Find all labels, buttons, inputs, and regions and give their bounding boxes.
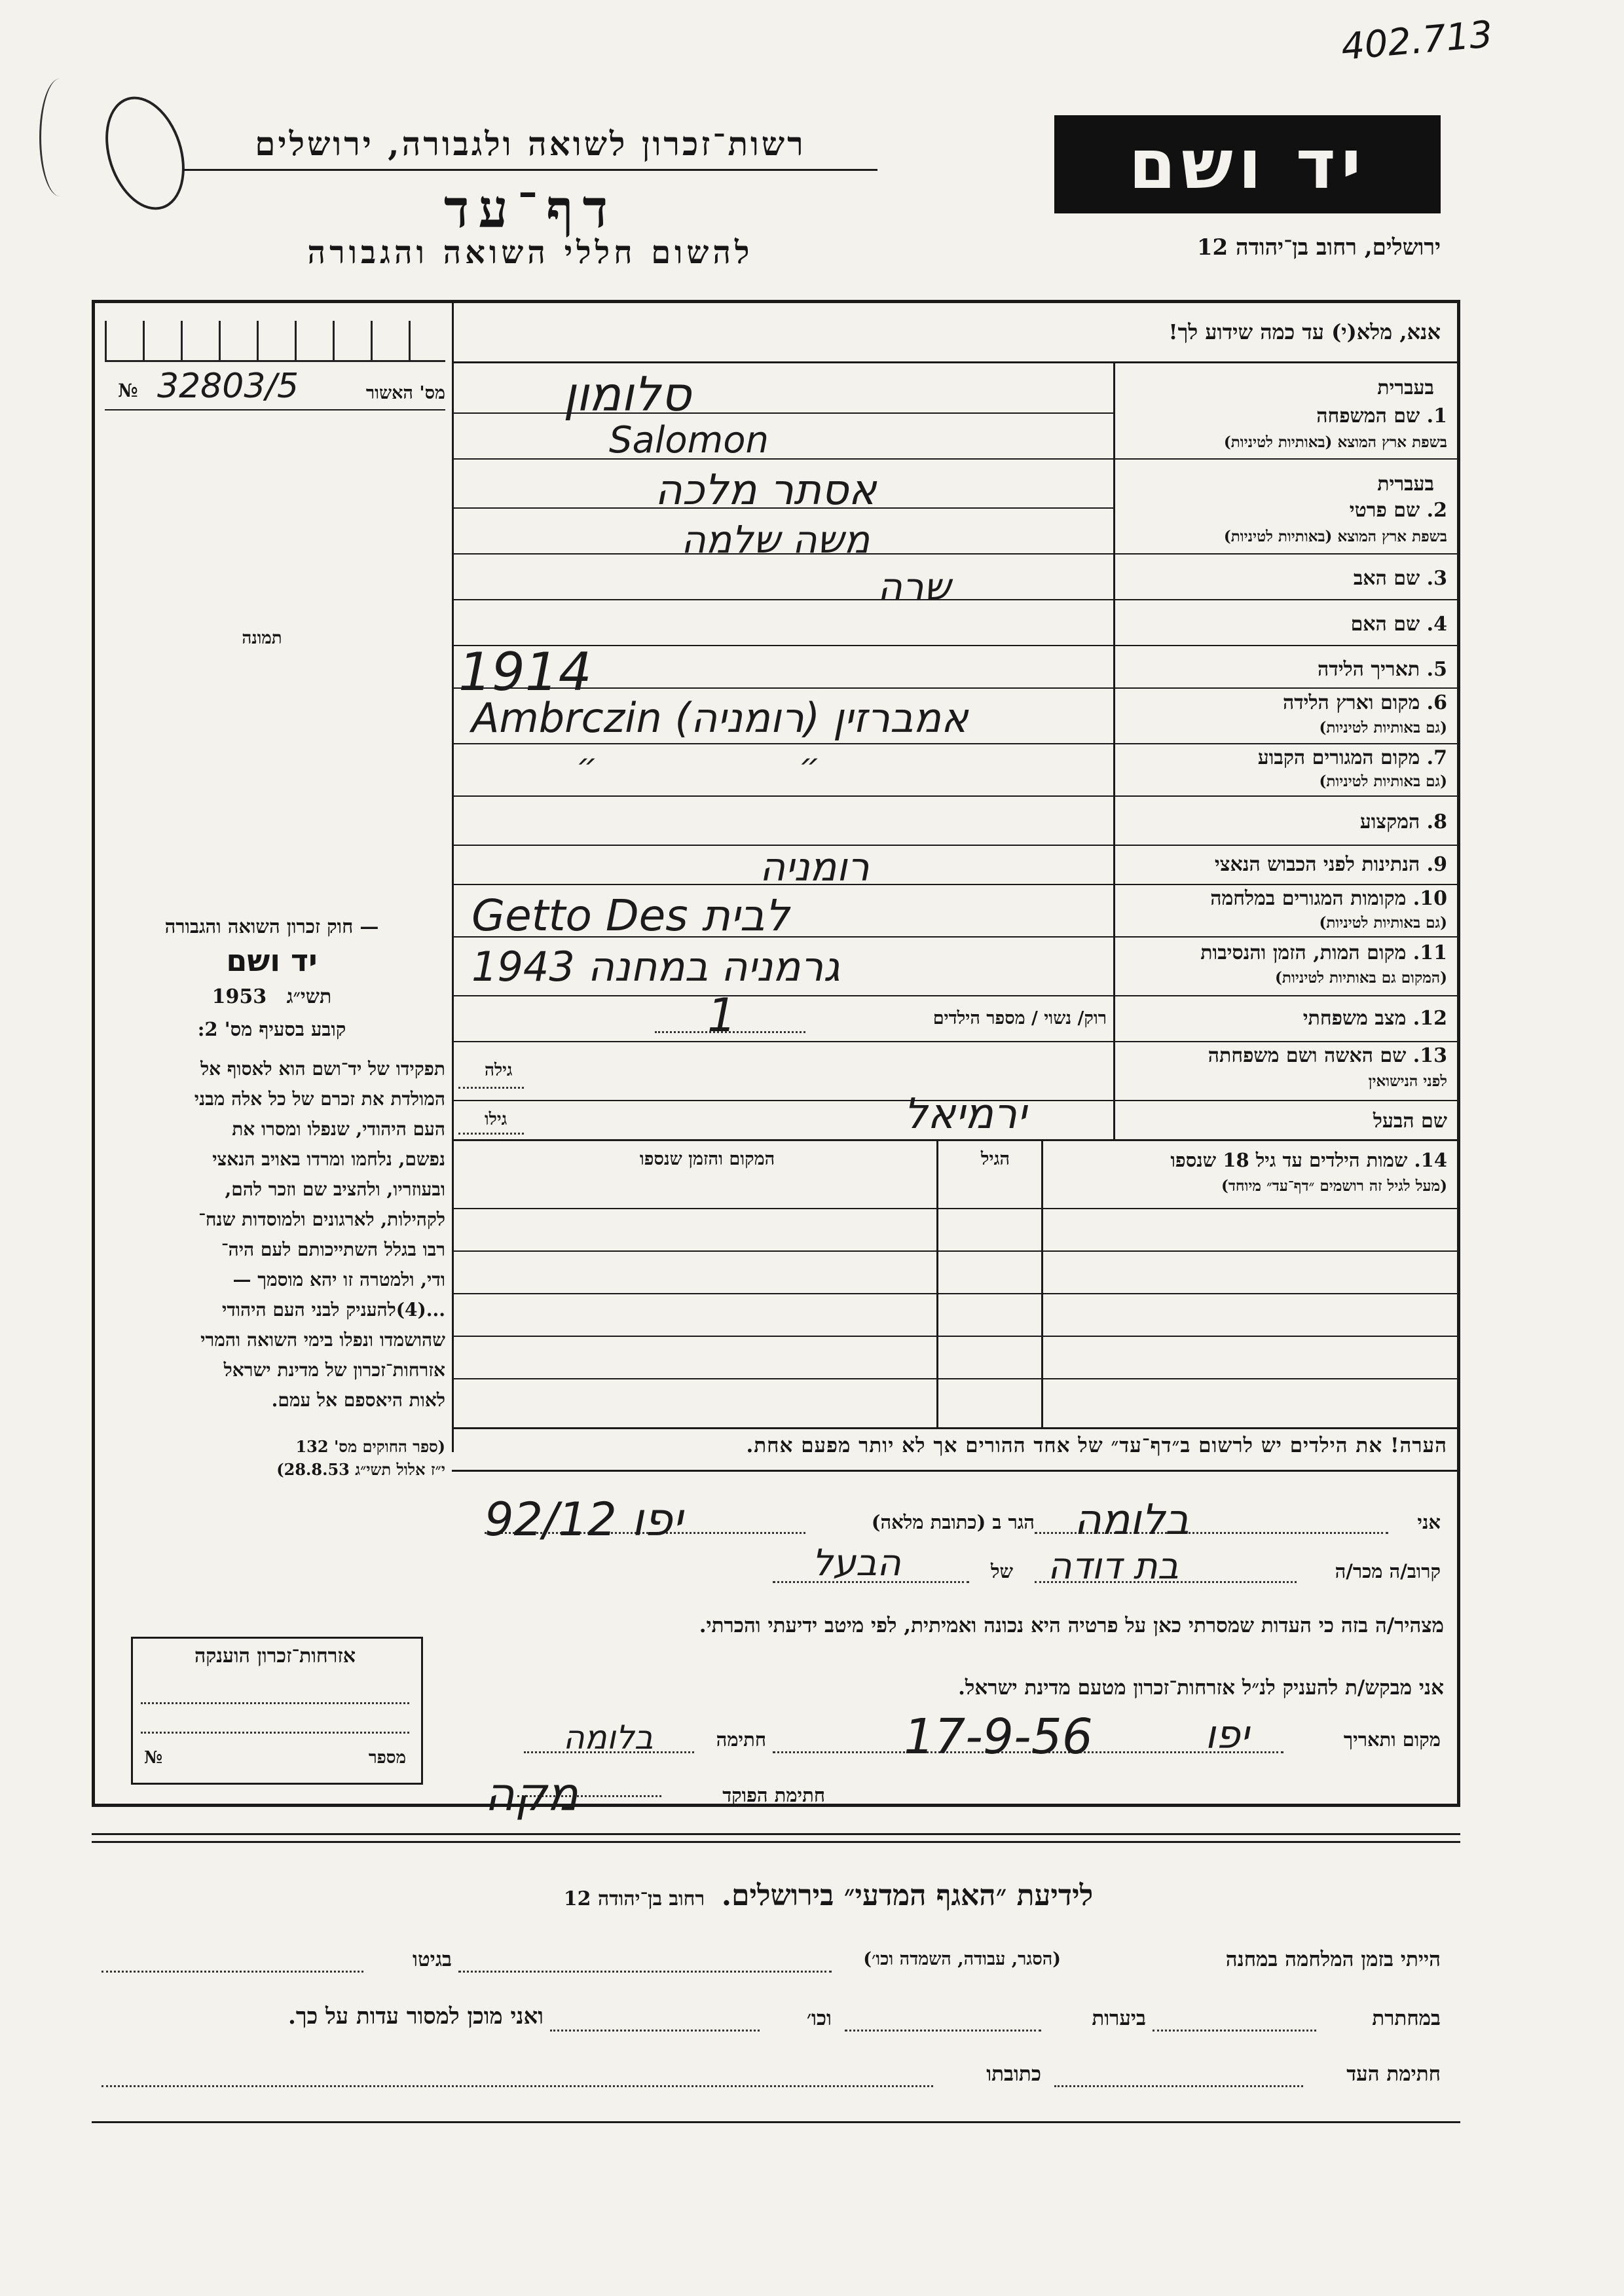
law-text-line: רבו בגלל השתייכותם לעם היה־ xyxy=(221,1239,445,1260)
bottom-line2-d: ואני מוכן למסור עדות על כך. xyxy=(288,2003,544,2030)
left-col-divider xyxy=(452,300,454,1452)
bottom-line2-a: במחתרת xyxy=(1372,2007,1441,2030)
label-residence-sub: (גם באותיות לטיניות) xyxy=(1319,773,1447,790)
law-year-heb: תשי״ג xyxy=(286,985,332,1008)
children-row[interactable] xyxy=(452,1250,1459,1252)
children-col-divider xyxy=(936,1139,938,1427)
label-wife-sub: לפני הנישואין xyxy=(1368,1072,1447,1090)
row-line xyxy=(452,1139,1459,1141)
form-title: דף־עד xyxy=(443,178,618,240)
hw-birth-year: 1914 xyxy=(458,642,592,702)
row-line xyxy=(452,795,1459,797)
wife-age-line[interactable] xyxy=(458,1087,524,1089)
note-text: הערה! את הילדים יש לרשום ב״דף־עד״ של אחד ההורים אך לא יותר מפעם אחת. xyxy=(746,1434,1447,1457)
bottom-line3-a: חתימת העד xyxy=(1346,2062,1441,2086)
camp-line[interactable] xyxy=(458,1971,832,1973)
hw-date: 17-9-56 xyxy=(904,1709,1093,1765)
form-subtitle: להשום חללי השואה והגבורה xyxy=(307,234,754,271)
law-text-line: נפשם, נלחמו ומרדו באויב הנאצי xyxy=(212,1148,445,1170)
yad-vashem-logo: יד ושם xyxy=(1054,115,1441,213)
husband-age-label: גילו xyxy=(485,1110,507,1129)
label-war-places-sub: (גם באותיות לטיניות) xyxy=(1319,914,1447,932)
bottom-end-line xyxy=(92,2121,1460,2123)
children-row[interactable] xyxy=(452,1293,1459,1294)
label-children: 14. שמות הילדים עד גיל 18 שנספו xyxy=(1170,1149,1447,1171)
law-ref-2: י״ז אלול תשי״ג 28.8.53) xyxy=(276,1460,445,1479)
registration-ticks xyxy=(105,321,445,362)
hebrew-label-1: בעברית xyxy=(1377,376,1434,399)
label-war-places: 10. מקומות המגורים במלחמה xyxy=(1210,887,1447,910)
bottom-title-text: לידיעת ״האגף המדעי״ בירושלים. xyxy=(721,1879,1094,1912)
row-line xyxy=(452,995,1459,996)
witness-address-line[interactable] xyxy=(101,2085,933,2087)
relative-label: קרוב/ה מכר/ה xyxy=(1335,1560,1441,1582)
bottom-line2-b: ביערות xyxy=(1092,2007,1146,2030)
org-line: רשות־זכרון לשואה ולגבורה, ירושלים xyxy=(255,124,806,163)
label-first-name-sub: בשפת ארץ המוצא (באותיות לטיניות) xyxy=(1223,528,1447,545)
label-residence: 7. מקום המגורים הקבוע xyxy=(1257,746,1447,769)
law-year-greg: 1953 xyxy=(212,985,267,1008)
bottom-line1-b: (הסגר, עבודה, השמדה וכו׳) xyxy=(863,1949,1061,1969)
children-table-bottom xyxy=(452,1427,1459,1429)
etc-line[interactable] xyxy=(550,2030,760,2032)
label-birth-place: 6. מקום וארץ הלידה xyxy=(1282,691,1447,714)
intro-line xyxy=(452,361,1459,363)
note-line xyxy=(452,1470,1459,1472)
law-text-line: העם היהודי, שנפלו ומסרו את xyxy=(232,1118,445,1140)
law-year xyxy=(98,985,445,1008)
row-line xyxy=(452,743,1459,744)
circle-mark xyxy=(92,86,198,220)
bottom-line2-c: וכו׳ xyxy=(806,2007,832,2030)
forests-line[interactable] xyxy=(845,2030,1041,2032)
bottom-line1-a: הייתי בזמן המלחמה במחנה xyxy=(1225,1948,1441,1971)
hw-surname-latin: Salomon xyxy=(609,419,769,462)
registration-label: מס' האשור xyxy=(365,383,445,403)
ghetto-line[interactable] xyxy=(101,1971,363,1973)
hw-place: יפו xyxy=(1205,1712,1249,1758)
place-date-label: מקום ותאריך xyxy=(1343,1728,1441,1751)
box-left xyxy=(92,300,95,1806)
of-label: של xyxy=(990,1560,1014,1582)
bottom-title xyxy=(458,1879,1198,1912)
children-header-line xyxy=(452,1208,1459,1209)
hw-first-name-hebrew: אסתר מלכה xyxy=(655,466,877,515)
arc-mark xyxy=(39,79,81,196)
law-ref-1: (ספר החוקים מס' 132 xyxy=(295,1437,445,1456)
law-text-line: ...(4)להעניק לבני העם היהודי xyxy=(222,1299,445,1321)
label-wife: 13. שם האשה ושם משפחתה xyxy=(1208,1044,1447,1067)
bottom-line3-b: כתובתו xyxy=(986,2062,1041,2086)
registration-line xyxy=(105,409,445,410)
photo-label: תמונה xyxy=(242,629,282,648)
official-label: חתימת הפוקד xyxy=(722,1784,825,1806)
declare-text: מצהיר/ה בזה כי העדות שמסרתי כאן על פרטיה היא נכונה ואמיתית, לפי מיטב ידיעתי והכרתי. xyxy=(699,1614,1444,1637)
row-line xyxy=(452,553,1459,555)
box-top xyxy=(92,300,1460,303)
label-profession: 8. המקצוע xyxy=(1359,811,1447,833)
hw-signature: בלומה xyxy=(563,1719,654,1757)
hw-ditto-1: ״ xyxy=(576,746,598,784)
label-birth-date: 5. תאריך הלידה xyxy=(1318,658,1447,681)
hebrew-label-2: בעברית xyxy=(1377,473,1434,496)
children-row[interactable] xyxy=(452,1378,1459,1379)
label-col-divider xyxy=(1113,363,1115,1139)
bottom-line1-c: בגיטו xyxy=(413,1948,452,1971)
law-text-line: ובעוזריו, ולהציב שם וזכר להם, xyxy=(225,1178,445,1200)
hw-war-places: Getto Des לבית xyxy=(471,890,790,941)
hw-surname-hebrew: סלומון xyxy=(563,367,692,422)
law-text-line: תפקידו של יד־ושם הוא לאסוף אל xyxy=(200,1058,445,1080)
law-text-line: לאות היאספם אל עמם. xyxy=(271,1389,445,1411)
label-husband: שם הבעל xyxy=(1373,1110,1447,1133)
law-section: קובע בסעיף מס' 2: xyxy=(197,1018,346,1040)
hw-first-name-latin: משה שלמה xyxy=(681,517,870,562)
resides-label: הגר ב (כתובת מלאה) xyxy=(871,1511,1035,1533)
marital-options: רוק/ נשוי / מספר הילדים xyxy=(932,1008,1107,1029)
label-first-name: 2. שם פרטי xyxy=(1349,499,1447,522)
hw-husband-name: ירמיאל xyxy=(904,1090,1027,1139)
underground-line[interactable] xyxy=(1153,2030,1316,2032)
hw-declarant-address: יפו 92/12 xyxy=(485,1493,683,1546)
label-surname-sub: בשפת ארץ המוצא (באותיות לטיניות) xyxy=(1223,433,1447,451)
hw-mother: שרה xyxy=(877,564,951,609)
citizenship-title: אזרחות־זכרון הוענקה xyxy=(194,1645,356,1667)
row-line xyxy=(452,599,1459,600)
hw-official-signature: מקה xyxy=(485,1768,578,1821)
row-line xyxy=(452,458,1459,460)
row-line xyxy=(452,645,1459,646)
children-col-divider xyxy=(1041,1139,1043,1427)
label-father: 3. שם האב xyxy=(1353,567,1447,590)
bottom-address: רחוב בן־יהודה 12 xyxy=(563,1887,705,1910)
law-text-line: לקהילות, לארגונים ולמוסדות שנח־ xyxy=(198,1209,445,1230)
registration-number: 32803/5 xyxy=(157,367,299,406)
row-line xyxy=(452,687,1459,689)
i-label: אני xyxy=(1417,1511,1441,1533)
request-text: אני מבקש/ת להעניק לנ״ל אזרחות־זכרון מטעם מדינת ישראל. xyxy=(958,1676,1444,1700)
hw-ditto-2: ״ xyxy=(799,746,821,784)
label-death-sub: (המקום גם באותיות לטיניות) xyxy=(1275,969,1447,987)
registration-prefix: № xyxy=(118,380,138,401)
logo-address: ירושלים, רחוב בן־יהודה 12 xyxy=(1196,234,1441,261)
law-text-line: ודי, ולמטרה זו יהא מוסמך — xyxy=(232,1269,445,1290)
children-row[interactable] xyxy=(452,1336,1459,1337)
citizenship-number-label: מספר xyxy=(368,1748,406,1768)
label-children-sub: (מעל לגיל זה רושמים ״דף־עד״ מיוחד) xyxy=(1221,1177,1447,1195)
bottom-separator-1 xyxy=(92,1833,1460,1835)
wife-age-label: גילה xyxy=(485,1061,513,1080)
label-nationality: 9. הנתינות לפני הכבוש הנאצי xyxy=(1214,853,1447,876)
children-place-col: המקום והזמן שנספו xyxy=(639,1149,775,1169)
label-surname: 1. שם המשפחה xyxy=(1316,405,1447,428)
hw-death: 1943 גרמניה במחנה xyxy=(471,943,840,991)
label-death: 11. מקום המות, הזמן והנסיבות xyxy=(1200,941,1447,964)
hw-nationality: רומניה xyxy=(760,845,870,890)
law-text-line: שהושמדו ונפלו בימי השואה והמרי xyxy=(200,1329,445,1351)
law-text xyxy=(98,1054,445,1415)
citizenship-line-2[interactable] xyxy=(141,1732,409,1734)
row-line xyxy=(452,845,1459,846)
hw-relation-of: הבעל xyxy=(812,1542,901,1584)
org-underline xyxy=(183,169,877,171)
citizenship-number-prefix: № xyxy=(144,1748,163,1768)
citizenship-line-1[interactable] xyxy=(141,1702,409,1704)
witness-signature-line[interactable] xyxy=(1054,2085,1303,2087)
label-marital: 12. מצב משפחתי xyxy=(1302,1007,1447,1030)
hw-relation: בת דודה xyxy=(1048,1545,1179,1588)
law-title: — חוק זכרון השואה והגבורה xyxy=(164,915,379,938)
law-text-line: אזרחות־זכרון של מדינת ישראל xyxy=(223,1359,445,1381)
input-sub-line xyxy=(452,412,1113,414)
label-mother: 4. שם האם xyxy=(1350,613,1447,636)
label-birth-place-sub: (גם באותיות לטיניות) xyxy=(1319,719,1447,737)
hw-declarant-name: בלומה xyxy=(1074,1496,1190,1544)
row-line xyxy=(452,884,1459,885)
intro-text: אנא, מלא(י) עד כמה שידוע לך! xyxy=(1168,319,1441,344)
law-name: יד ושם xyxy=(226,943,318,978)
box-right xyxy=(1457,300,1460,1806)
law-text-line: המולדת את זכרם של כל אלה מבני xyxy=(194,1088,445,1110)
signature-label: חתימה xyxy=(716,1728,766,1751)
hw-children-count: 1 xyxy=(707,989,737,1042)
corner-number: 402.713 xyxy=(1340,13,1495,69)
children-age-col: הגיל xyxy=(980,1149,1010,1169)
husband-age-line[interactable] xyxy=(458,1133,524,1135)
row-line xyxy=(452,1041,1459,1042)
hw-birth-place: Ambrczin (רומניה) אמברזין xyxy=(471,694,969,742)
bottom-separator-2 xyxy=(92,1841,1460,1843)
